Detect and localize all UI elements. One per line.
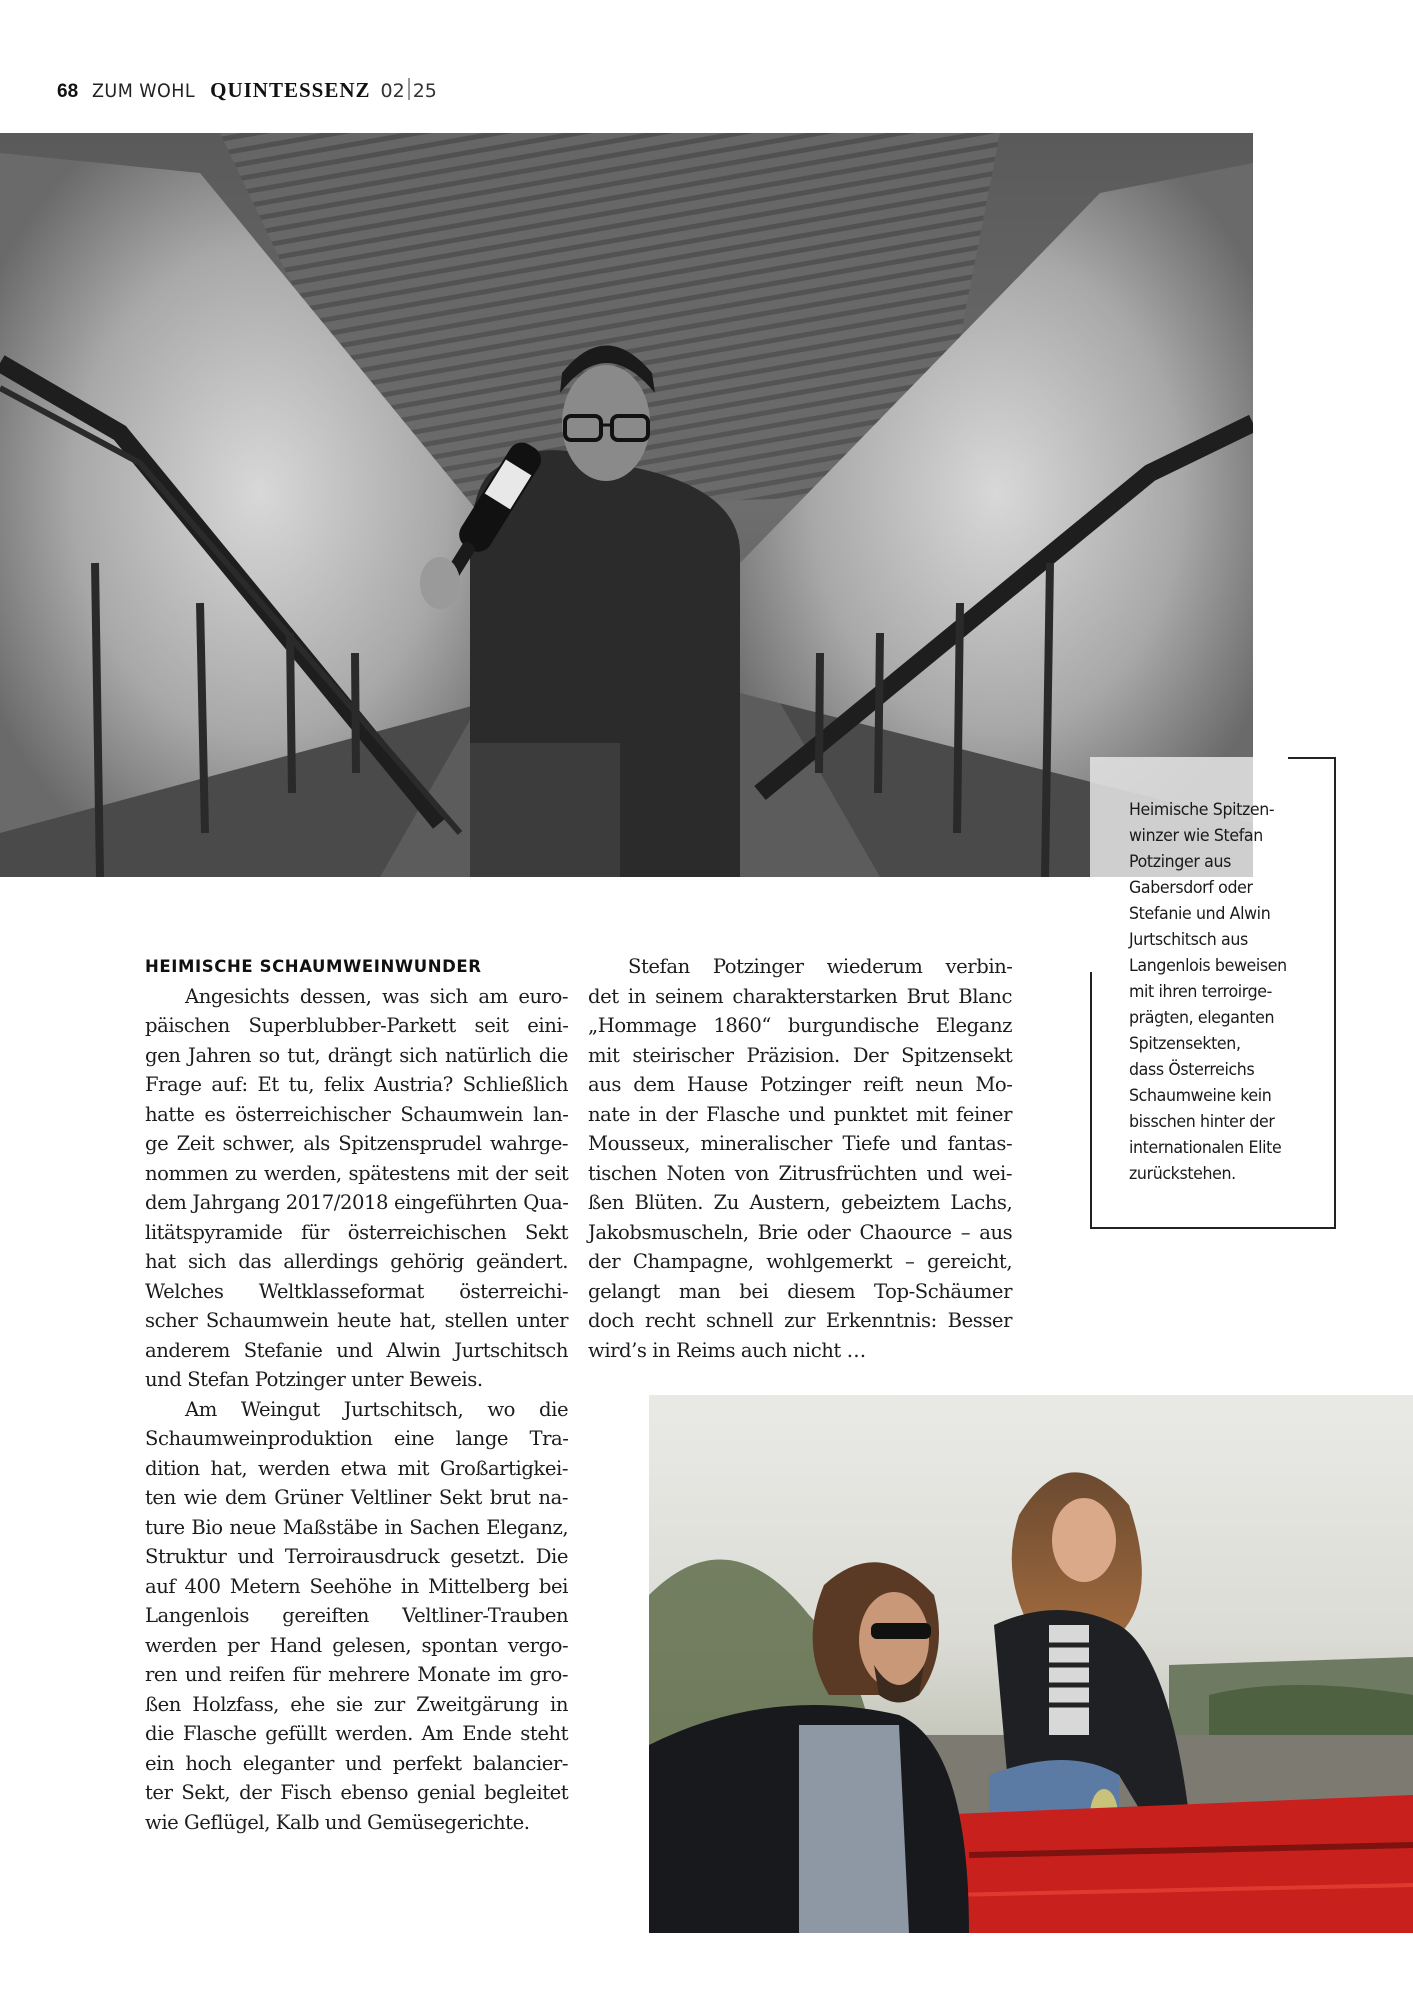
photo-harvest-couple-icon bbox=[649, 1395, 1413, 1933]
page-number: 68 bbox=[57, 81, 79, 102]
caption-line: Schaumweine kein bbox=[1129, 1086, 1272, 1106]
article-line: wird’s in Reims auch nicht … bbox=[588, 1338, 866, 1362]
article-subheading: HEIMISCHE SCHAUMWEINWUNDER bbox=[145, 957, 482, 976]
caption-line: mit ihren terroirge- bbox=[1129, 982, 1272, 1002]
article-line: gelangt man bei diesem Top-Schäumer bbox=[588, 1279, 1012, 1303]
caption-line: zurückstehen. bbox=[1129, 1164, 1236, 1184]
article-line: päischen Superblubber-Parkett seit eini- bbox=[145, 1014, 569, 1037]
article-line: scher Schaumwein heute hat, stellen unter bbox=[145, 1309, 568, 1332]
article-line: litätspyramide für österreichischen Sekt bbox=[145, 1220, 568, 1244]
article-line: auf 400 Metern Seehöhe in Mittelberg bei bbox=[145, 1574, 568, 1598]
caption-line: internationalen Elite bbox=[1129, 1138, 1282, 1158]
article-line: ren und reifen für mehrere Monate im gro- bbox=[145, 1663, 568, 1686]
issue-month: 02 bbox=[380, 80, 405, 102]
article-line: und Stefan Potzinger unter Beweis. bbox=[145, 1368, 483, 1391]
caption-frame-left bbox=[1090, 972, 1092, 1229]
article-line: dem Jahrgang 2017/2018 eingeführten Qua- bbox=[145, 1191, 569, 1214]
caption-line: dass Österreichs bbox=[1129, 1060, 1255, 1080]
caption-line: bisschen hinter der bbox=[1129, 1112, 1275, 1132]
article-line: ein hoch eleganter und perfekt balancier- bbox=[145, 1751, 568, 1775]
article-line: nommen zu werden, spätestens mit der seit bbox=[145, 1161, 569, 1185]
article-line: ge Zeit schwer, als Spitzensprudel wahrge- bbox=[145, 1132, 569, 1155]
article-line: Frage auf: Et tu, felix Austria? Schließlich bbox=[145, 1073, 568, 1096]
article-line: der Champagne, wohlgemerkt – gereicht, bbox=[588, 1250, 1013, 1273]
article-line: aus dem Hause Potzinger reift neun Mo- bbox=[588, 1073, 1013, 1096]
article-line: Jakobsmuscheln, Brie oder Chaource – aus bbox=[588, 1220, 1013, 1244]
photo-caption bbox=[1129, 797, 1329, 1187]
article-line: Mousseux, mineralischer Tiefe und fantas- bbox=[588, 1132, 1013, 1155]
article-line: Struktur und Terroirausdruck gesetzt. Die bbox=[145, 1545, 568, 1568]
article-line: ture Bio neue Maßstäbe in Sachen Eleganz, bbox=[145, 1515, 569, 1539]
article-line: Welches Weltklasseformat österreichi- bbox=[145, 1279, 569, 1303]
article-column-2 bbox=[588, 952, 1012, 1365]
article-line: „Hommage 1860“ burgundische Eleganz bbox=[588, 1014, 1012, 1037]
caption-line: Potzinger aus bbox=[1129, 852, 1231, 872]
caption-line: Gabersdorf oder bbox=[1129, 878, 1253, 898]
issue-separator bbox=[408, 78, 410, 100]
photo-winemaker-vineyard bbox=[0, 133, 1253, 877]
photo-portrait-vineyard-icon bbox=[0, 133, 1253, 877]
article-line: ter Sekt, der Fisch ebenso genial begleitet bbox=[145, 1781, 569, 1804]
article-line: det in seinem charakterstarken Brut Blanc bbox=[588, 984, 1012, 1008]
article-line: Am Weingut Jurtschitsch, wo die bbox=[185, 1397, 569, 1421]
article-line: ßen Holzfass, ehe sie zur Zweitgärung in bbox=[145, 1692, 568, 1716]
article-line: ten wie dem Grüner Veltliner Sekt brut na- bbox=[145, 1486, 568, 1509]
article-line: die Flasche gefüllt werden. Am Ende steht bbox=[145, 1722, 569, 1745]
caption-line: Spitzensekten, bbox=[1129, 1034, 1241, 1054]
article-line: ßen Blüten. Zu Austern, gebeiztem Lachs, bbox=[588, 1191, 1013, 1214]
running-header bbox=[57, 78, 437, 106]
article-line: Stefan Potzinger wiederum verbin- bbox=[628, 955, 1013, 978]
column-2-text bbox=[588, 952, 1012, 1365]
article-line: Langenlois gereiften Veltliner-Trauben bbox=[145, 1604, 569, 1627]
caption-line: Langenlois beweisen bbox=[1129, 956, 1287, 976]
article-line: wie Geflügel, Kalb und Gemüsegerichte. bbox=[145, 1810, 530, 1834]
caption-frame-right bbox=[1334, 757, 1336, 1229]
article-line: anderem Stefanie und Alwin Jurtschitsch bbox=[145, 1338, 568, 1362]
caption-frame-bottom bbox=[1090, 1227, 1336, 1229]
article-line: mit steirischer Präzision. Der Spitzensekt bbox=[588, 1043, 1013, 1067]
article-line: doch recht schnell zur Erkenntnis: Besser bbox=[588, 1309, 1012, 1332]
article-line: hat sich das allerdings gehörig geändert. bbox=[145, 1250, 569, 1273]
article-line: dition hat, werden etwa mit Großartigkei- bbox=[145, 1456, 568, 1480]
column-1-text bbox=[145, 982, 568, 1838]
caption-line: Heimische Spitzen- bbox=[1129, 800, 1275, 820]
caption-line: winzer wie Stefan bbox=[1129, 826, 1263, 846]
caption-line: Jurtschitsch aus bbox=[1129, 930, 1248, 950]
magazine-name: QUINTESSENZ bbox=[210, 78, 371, 102]
article-line: gen Jahren so tut, drängt sich natürlich die bbox=[145, 1043, 568, 1067]
article-line: Schaumweinproduktion eine lange Tra- bbox=[145, 1427, 569, 1450]
caption-line: prägten, eleganten bbox=[1129, 1008, 1275, 1028]
issue-year: 25 bbox=[412, 80, 437, 102]
article-column-1 bbox=[145, 952, 568, 1837]
article-line: hatte es österreichischer Schaumwein lan- bbox=[145, 1102, 569, 1126]
article-line: tischen Noten von Zitrusfrüchten und wei- bbox=[588, 1161, 1012, 1185]
article-line: Angesichts dessen, was sich am euro- bbox=[185, 984, 569, 1008]
article-line: werden per Hand gelesen, spontan vergo- bbox=[145, 1633, 569, 1657]
section-name: ZUM WOHL bbox=[92, 80, 196, 102]
caption-frame-top bbox=[1288, 757, 1336, 759]
article-line: nate in der Flasche und punktet mit feiner bbox=[588, 1102, 1012, 1126]
caption-line: Stefanie und Alwin bbox=[1129, 904, 1271, 924]
issue-number bbox=[381, 78, 437, 102]
photo-harvest-couple bbox=[649, 1395, 1413, 1933]
